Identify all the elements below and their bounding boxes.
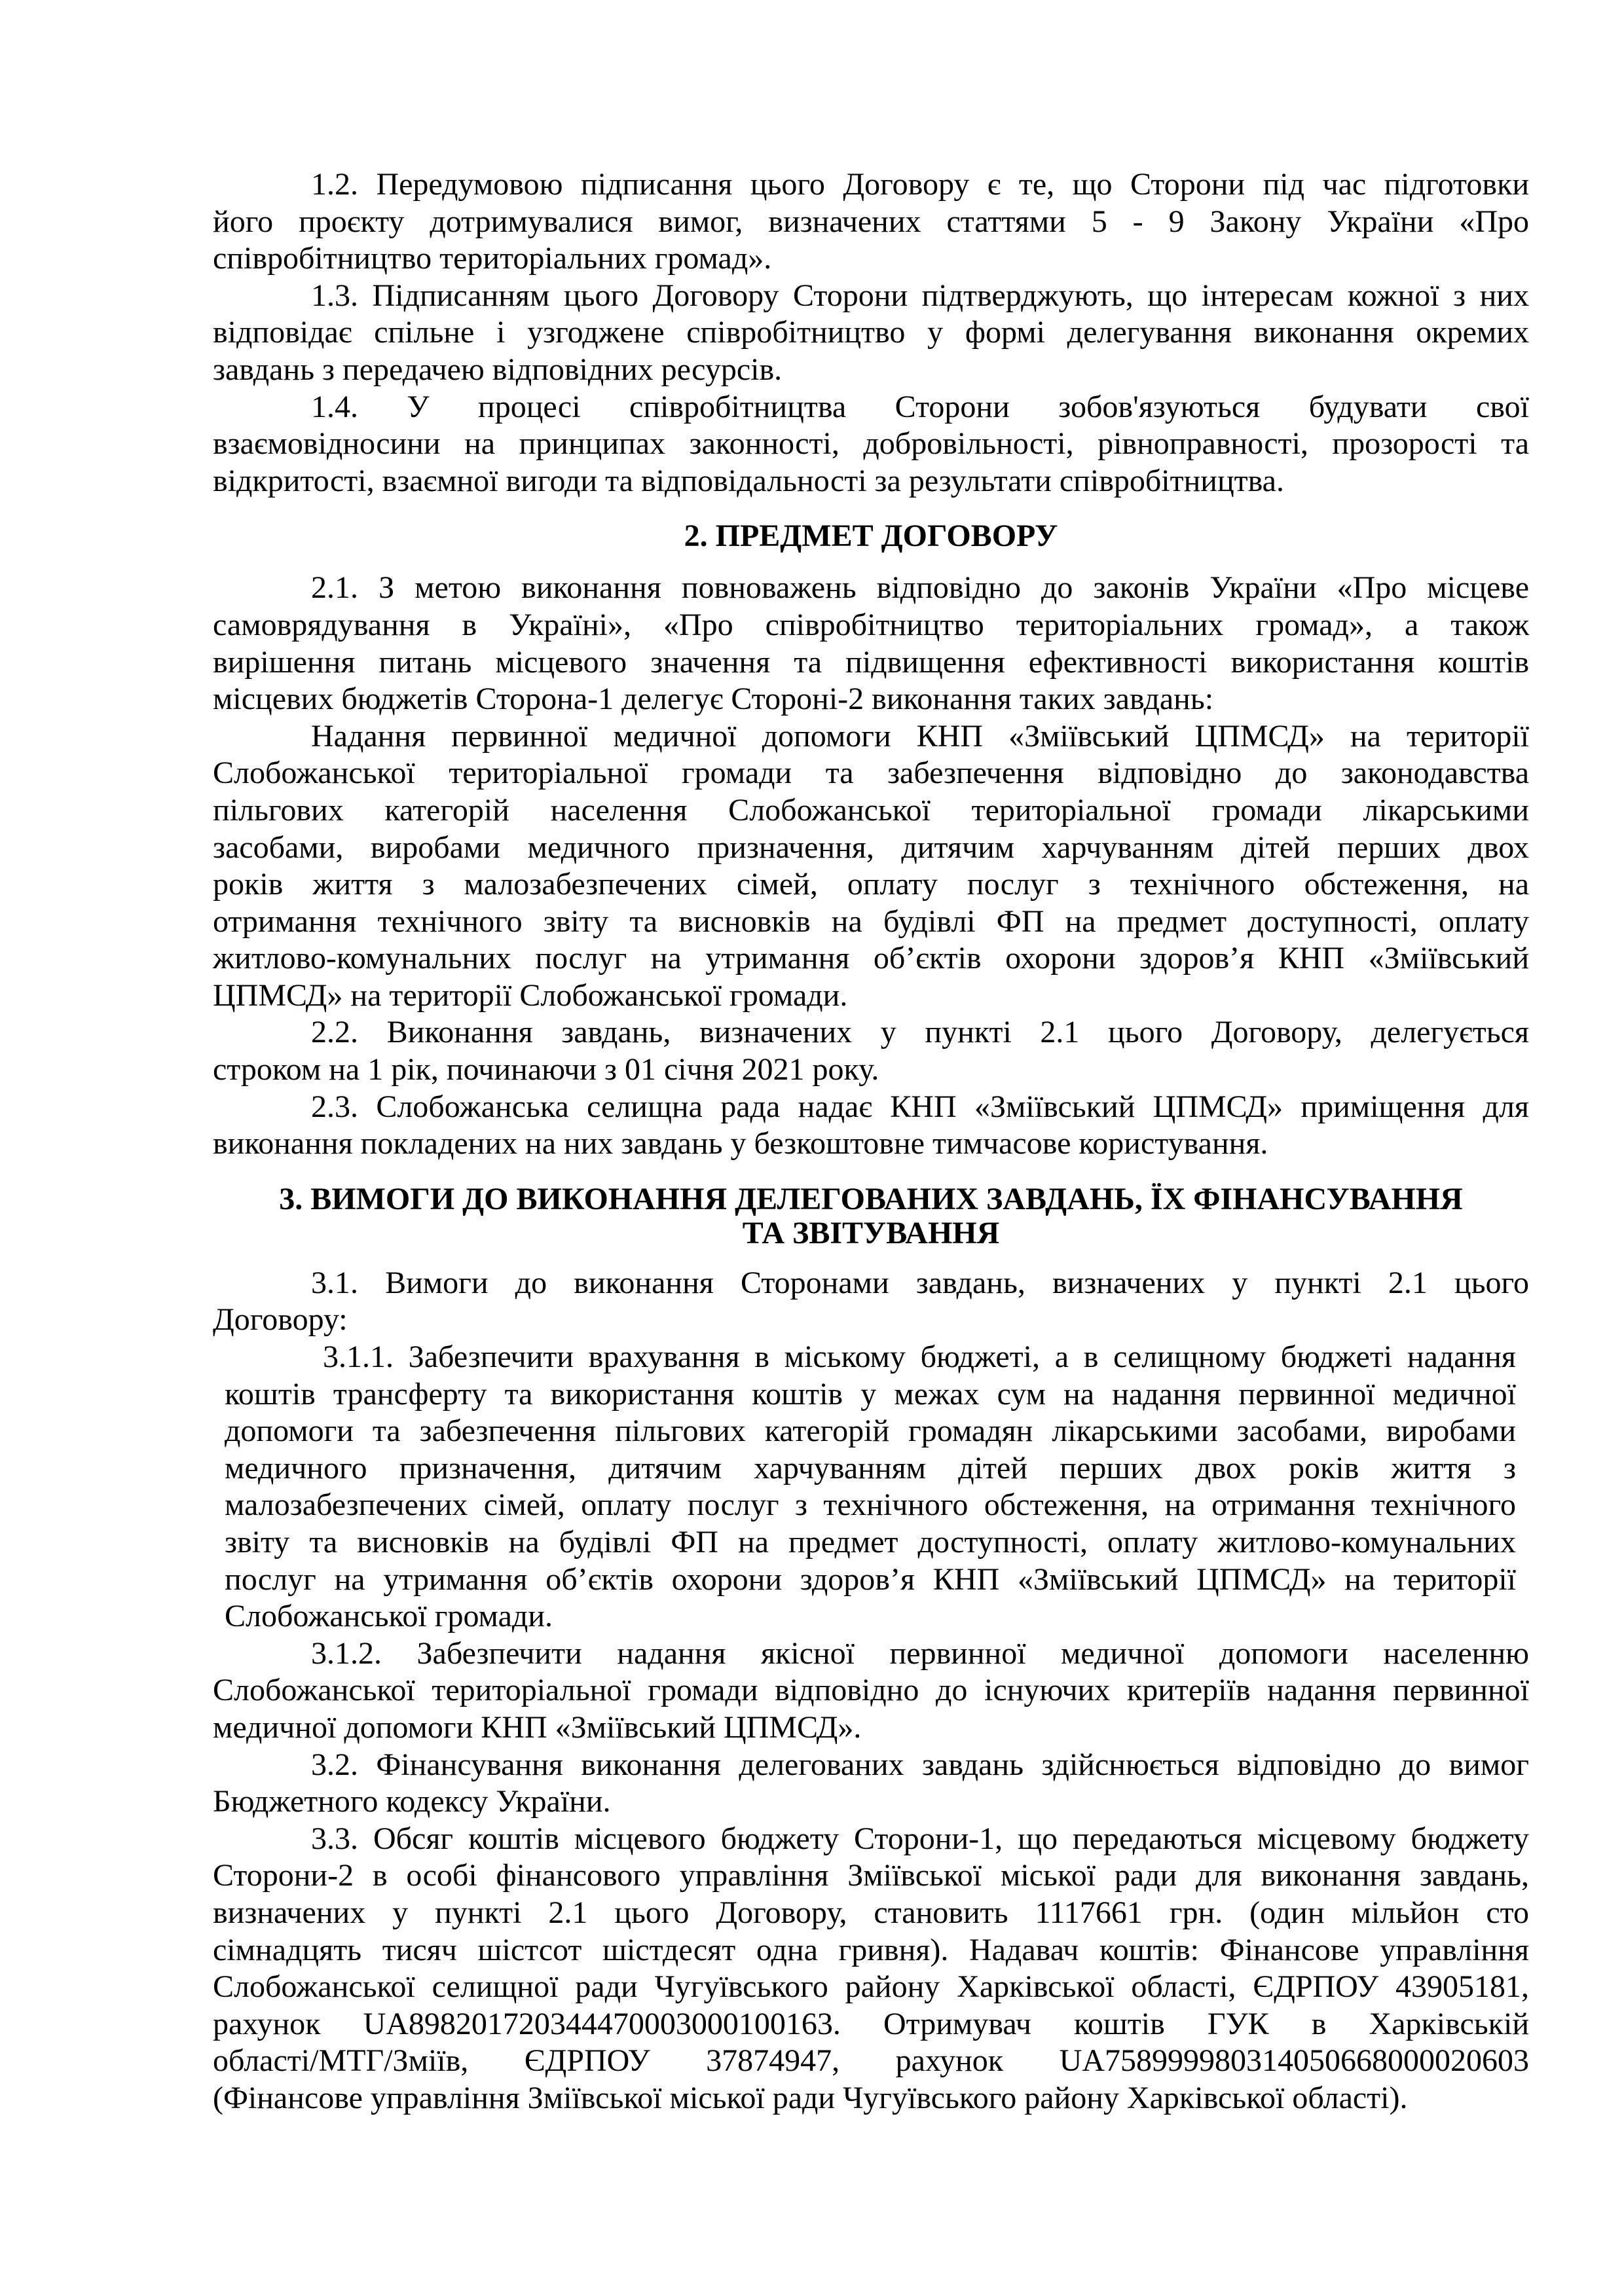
- document-page: [213, 166, 1529, 2117]
- text-line: самоврядування в Україні», «Про співробітництво територіальних громад», а також: [213, 607, 1529, 642]
- text-line: 3.1.1. Забезпечити врахування в міському бюджеті, а в селищному бюджеті надання: [323, 1339, 1516, 1375]
- section-2: [213, 570, 1529, 1163]
- text-line: коштів трансферту та використання коштів у межах сум на надання первинної медичної: [225, 1376, 1516, 1412]
- text-line: малозабезпечених сімей, оплату послуг з технічного обстеження, на отримання технічного: [225, 1487, 1516, 1523]
- text-line: звіту та висновків на будівлі ФП на предмет доступності, оплату житлово-комунальних: [225, 1525, 1516, 1559]
- section-3-heading: [213, 1182, 1529, 1250]
- text-line: пільгових категорій населення Слобожанської територіальної громади лікарськими: [213, 792, 1529, 828]
- text-line: його проєкту дотримувалися вимог, визначених статтями 5 - 9 Закону України «Про: [213, 204, 1529, 239]
- paragraph-p2-1: [213, 570, 1529, 718]
- text-line: 2.1. З метою виконання повноважень відповідно до законів України «Про місцеве: [311, 570, 1529, 606]
- heading-line: ТА ЗВІТУВАННЯ: [742, 1215, 1000, 1250]
- text-line: місцевих бюджетів Сторона-1 делегує Стороні-2 виконання таких завдань:: [213, 682, 1214, 717]
- text-line: виконання покладених на них завдань у безкоштовне тимчасове користування.: [213, 1126, 1268, 1161]
- paragraph-p3-1: [213, 1265, 1529, 1339]
- paragraph-p3-3: [213, 1821, 1529, 2117]
- heading-line: 3. ВИМОГИ ДО ВИКОНАННЯ ДЕЛЕГОВАНИХ ЗАВДАНЬ, ЇХ ФІНАНСУВАННЯ: [279, 1181, 1463, 1216]
- section-2-heading: [213, 519, 1529, 553]
- text-line: медичного призначення, дитячим харчуванням дітей перших двох років життя з: [225, 1450, 1516, 1485]
- text-line: допомоги та забезпечення пільгових категорій громадян лікарськими засобами, виробами: [225, 1413, 1516, 1449]
- paragraph-p1-2: [213, 166, 1529, 278]
- text-line: співробітництво територіальних громад».: [213, 241, 772, 276]
- text-line: Договору:: [213, 1302, 348, 1338]
- text-line: отримання технічного звіту та висновків на будівлі ФП на предмет доступності, оплату: [213, 903, 1529, 939]
- paragraph-p3-1-1: [225, 1339, 1516, 1635]
- paragraph-p1-3: [213, 278, 1529, 389]
- text-line: вирішення питань місцевого значення та підвищення ефективності використання коштів: [213, 644, 1529, 680]
- paragraph-p2-3: [213, 1089, 1529, 1163]
- text-line: відкритості, взаємної вигоди та відповідальності за результати співробітництва.: [213, 463, 1284, 498]
- text-line: медичної допомоги КНП «Зміївський ЦПМСД».: [213, 1709, 862, 1745]
- text-line: 2.3. Слобожанська селищна рада надає КНП «Зміївський ЦПМСД» приміщення для: [311, 1089, 1529, 1124]
- text-line: визначених у пункті 2.1 цього Договору, становить 1117661 грн. (один мільйон сто: [213, 1895, 1529, 1930]
- text-line: 2.2. Виконання завдань, визначених у пункті 2.1 цього Договору, делегується: [311, 1015, 1529, 1050]
- paragraph-p1-4: [213, 389, 1529, 500]
- text-line: 1.4. У процесі співробітництва Сторони зобов'язуються будувати свої: [311, 389, 1529, 424]
- text-line: років життя з малозабезпечених сімей, оплату послуг з технічного обстеження, на: [213, 867, 1529, 902]
- text-line: Слобожанської територіальної громади та забезпечення відповідно до законодавства: [213, 756, 1529, 791]
- text-line: рахунок UA898201720344470003000100163. Отримувач коштів ГУК в Харківській: [213, 2006, 1529, 2041]
- text-line: завдань з передачею відповідних ресурсів.: [213, 352, 783, 387]
- text-line: сімнадцять тисяч шістсот шістдесят одна гривня). Надавач коштів: Фінансове управління: [213, 1932, 1529, 1967]
- paragraph-p2-2: [213, 1014, 1529, 1088]
- text-line: Слобожанської селищної ради Чугуївського району Харківської області, ЄДРПОУ 43905181,: [213, 1969, 1529, 2005]
- text-line: ЦПМСД» на території Слобожанської громади.: [213, 977, 848, 1013]
- text-line: Сторони-2 в особі фінансового управління Зміївської міської ради для виконання завдань,: [213, 1858, 1529, 1893]
- text-line: 3.1. Вимоги до виконання Сторонами завдань, визначених у пункті 2.1 цього: [311, 1265, 1529, 1300]
- text-line: (Фінансове управління Зміївської міської ради Чугуївського району Харківської області).: [213, 2080, 1408, 2115]
- section-1: [213, 166, 1529, 500]
- text-line: Слобожанської громади.: [225, 1599, 553, 1634]
- text-line: строком на 1 рік, починаючи з 01 січня 2021 року.: [213, 1052, 879, 1087]
- paragraph-p2-1-tasks: [213, 718, 1529, 1015]
- paragraph-p3-1-2: [213, 1635, 1529, 1747]
- text-line: відповідає спільне і узгоджене співробітництво у формі делегування виконання окремих: [213, 315, 1529, 350]
- text-line: засобами, виробами медичного призначення, дитячим харчуванням дітей перших двох: [213, 829, 1529, 865]
- text-line: 1.2. Передумовою підписання цього Договору є те, що Сторони під час підготовки: [311, 167, 1529, 202]
- text-line: Слобожанської територіальної громади відповідно до існуючих критеріїв надання первинної: [213, 1673, 1529, 1708]
- text-line: 3.2. Фінансування виконання делегованих завдань здійснюється відповідно до вимог: [311, 1747, 1529, 1782]
- paragraph-p3-2: [213, 1747, 1529, 1821]
- text-line: Бюджетного кодексу України.: [213, 1784, 611, 1819]
- text-line: області/МТГ/Зміїв, ЄДРПОУ 37874947, рахунок UA758999980314050668000020603: [213, 2043, 1529, 2079]
- text-line: Надання первинної медичної допомоги КНП «Зміївський ЦПМСД» на території: [311, 718, 1529, 754]
- text-line: послуг на утримання об’єктів охорони здоров’я КНП «Зміївський ЦПМСД» на території: [225, 1561, 1516, 1597]
- text-line: 3.1.2. Забезпечити надання якісної первинної медичної допомоги населенню: [311, 1635, 1529, 1671]
- section-3: [213, 1265, 1529, 2117]
- text-line: взаємовідносини на принципах законності, добровільності, рівноправності, прозорості та: [213, 426, 1529, 462]
- text-line: житлово-комунальних послуг на утримання об’єктів охорони здоров’я КНП «Зміївський: [213, 941, 1529, 976]
- text-line: 3.3. Обсяг коштів місцевого бюджету Сторони-1, що передаються місцевому бюджету: [311, 1821, 1529, 1856]
- heading-line: 2. ПРЕДМЕТ ДОГОВОРУ: [684, 519, 1058, 554]
- text-line: 1.3. Підписанням цього Договору Сторони підтверджують, що інтересам кожної з них: [311, 278, 1529, 313]
